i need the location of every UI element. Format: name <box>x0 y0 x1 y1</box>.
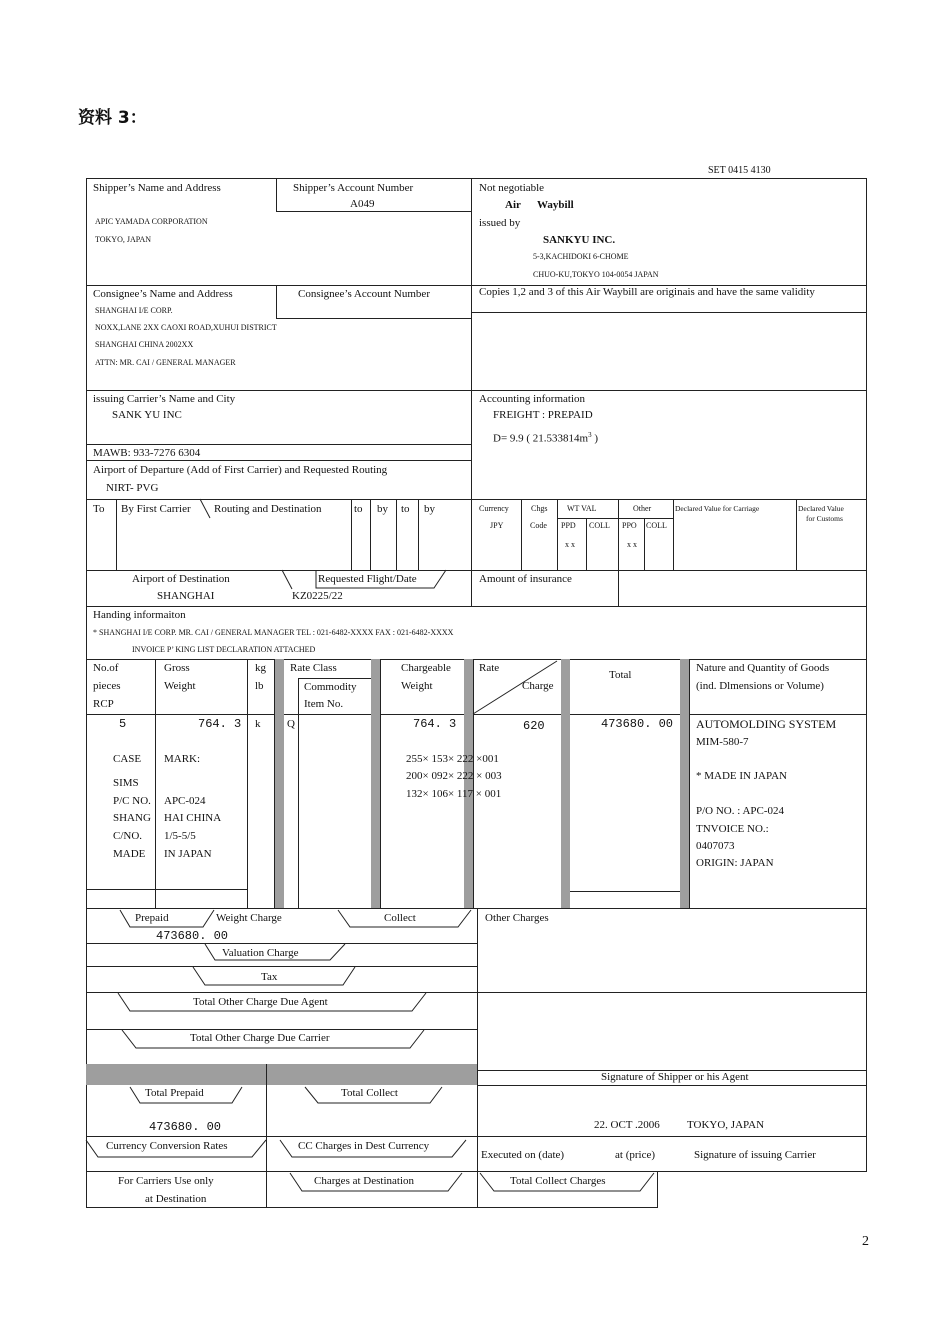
currency-label: Currency <box>479 504 509 513</box>
hdr-weight: Weight <box>164 680 196 692</box>
departure-label: Airport of Departure (Add of First Carrier) and Requested Routing <box>93 464 388 476</box>
tax-label: Tax <box>261 971 278 983</box>
mawb-number: MAWB: 933-7276 6304 <box>93 447 201 459</box>
hdr-rate-class: Rate Class <box>290 662 337 674</box>
hdr-commodity: Commodity <box>304 681 357 693</box>
goods-pieces: 5 <box>119 717 127 731</box>
marks-pcno: P/C NO. <box>113 795 151 807</box>
page-heading: 资料 3： <box>78 108 147 128</box>
marks-cno: C/NO. <box>113 830 143 842</box>
other-charge-agent-label: Total Other Charge Due Agent <box>193 996 328 1008</box>
copies-note: Copies 1,2 and 3 of this Air Waybill are originais and have the same validity <box>479 286 815 298</box>
hdr-charge: Charge <box>522 680 554 692</box>
accounting-dimension: D= 9.9 ( $21.533814m^3$ ) <box>493 431 599 445</box>
issued-by: issued by <box>479 217 521 229</box>
handling-line-2: INVOICE P’ KING LIST DECLARATION ATTACHED <box>132 645 316 654</box>
hdr-chargeable: Chargeable <box>401 662 451 674</box>
issuer-address-2: CHUO-KU,TOKYO 104-0054 JAPAN <box>533 270 659 279</box>
shipper-name: APIC YAMADA CORPORATION <box>95 217 208 226</box>
carriers-use-1: For Carriers Use only <box>118 1175 214 1187</box>
goods-gross-weight: 764. 3 <box>198 717 242 731</box>
xx-1: x x <box>565 540 575 549</box>
declared-customs-2: for Customs <box>806 514 843 523</box>
goods-desc-9: ORIGIN: JAPAN <box>696 857 774 869</box>
consignee-name: SHANGHAI I/E CORP. <box>95 306 173 315</box>
prepaid-label: Prepaid <box>135 912 169 924</box>
marks-hai-china: HAI CHINA <box>164 812 222 824</box>
valuation-charge-label: Valuation Charge <box>222 947 299 959</box>
carrier-label: issuing Carrier’s Name and City <box>93 393 236 405</box>
hdr-ch-weight: Weight <box>401 680 433 692</box>
consignee-label: Consignee’s Name and Address <box>93 288 233 300</box>
marks-in-japan: IN JAPAN <box>164 848 212 860</box>
goods-desc-7: TNVOICE NO.: <box>696 823 769 835</box>
other-label: Other <box>633 504 652 513</box>
routing-to-3: to <box>401 503 410 515</box>
hdr-total: Total <box>609 669 632 681</box>
execution-place: TOKYO, JAPAN <box>687 1119 765 1131</box>
total-prepaid-label: Total Prepaid <box>145 1087 204 1099</box>
declared-customs-1: Declared Value <box>798 504 844 513</box>
other-charges-label: Other Charges <box>485 912 549 924</box>
coll-2: COLL <box>646 521 667 530</box>
consignee-address-1: NOXX,LANE 2XX CAOXI ROAD,XUHUI DISTRICT <box>95 323 277 332</box>
carrier-name: SANK YU INC <box>112 409 182 421</box>
goods-desc-4: * MADE IN JAPAN <box>696 770 787 782</box>
marks-cnum: 1/5-5/5 <box>164 830 196 842</box>
routing-first-carrier: By First Carrier <box>121 503 191 515</box>
ppd-1: PPD <box>561 521 576 530</box>
code-label: Code <box>530 521 547 530</box>
coll-1: COLL <box>589 521 610 530</box>
signature-shipper-label: Signature of Shipper or his Agent <box>601 1071 749 1083</box>
total-collect-label: Total Collect <box>341 1087 398 1099</box>
handling-line-1: * SHANGHAI I/E CORP. MR. CAI / GENERAL MANAGER TEL : 021-6482-XXXX FAX : 021-6482-XXXX <box>93 628 454 637</box>
collect-label: Collect <box>384 912 416 924</box>
goods-desc-8: 0407073 <box>696 840 735 852</box>
goods-rate-class: Q <box>287 718 295 730</box>
hdr-nature-1: Nature and Quantity of Goods <box>696 662 830 674</box>
goods-chargeable-weight: 764. 3 <box>413 717 457 731</box>
routing-by-2: by <box>377 503 388 515</box>
at-price-label: at (price) <box>615 1149 655 1161</box>
handling-label: Handing informaiton <box>93 609 186 621</box>
goods-desc-6: P/O NO. : APC-024 <box>696 805 785 817</box>
charges-at-destination-label: Charges at Destination <box>314 1175 414 1187</box>
shipper-account-number: A049 <box>350 198 375 210</box>
goods-rate: 620 <box>523 719 545 733</box>
awb-title-waybill: Waybill <box>537 199 574 211</box>
hdr-nature-2: (ind. Dlmensions or Volume) <box>696 680 824 692</box>
executed-on-label: Executed on (date) <box>481 1149 565 1161</box>
shipper-label: Shipper’s Name and Address <box>93 182 221 194</box>
consignee-account-label: Consignee’s Account Number <box>298 288 430 300</box>
hdr-pieces: pieces <box>93 680 121 692</box>
cc-charges-label: CC Charges in Dest Currency <box>298 1140 430 1152</box>
issuer-address-1: 5-3,KACHIDOKI 6-CHOME <box>533 252 629 261</box>
not-negotiable: Not negotiable <box>479 182 545 194</box>
hdr-kg: kg <box>255 662 266 674</box>
destination-value: SHANGHAI <box>157 590 215 602</box>
goods-desc-2: MIM-580-7 <box>696 736 749 748</box>
goods-desc-1: AUTOMOLDING SYSTEM <box>696 717 837 731</box>
goods-unit: k <box>255 718 261 730</box>
page-number: 2 <box>862 1234 869 1249</box>
weight-charge-label: Weight Charge <box>216 912 282 924</box>
marks-mark: MARK: <box>164 753 201 765</box>
set-number: SET 0415 4130 <box>708 165 771 176</box>
hdr-no-of: No.of <box>93 662 119 674</box>
xx-2: x x <box>627 540 637 549</box>
shipper-city: TOKYO, JAPAN <box>95 235 152 244</box>
flight-value: KZ0225/22 <box>292 590 343 602</box>
routing-to-2: to <box>354 503 363 515</box>
hdr-lb: lb <box>255 680 264 692</box>
awb-title-air: Air <box>505 199 521 211</box>
total-prepaid-value: 473680. 00 <box>149 1120 222 1134</box>
insurance-label: Amount of insurance <box>479 573 572 585</box>
marks-shang: SHANG <box>113 812 151 824</box>
flight-label: Requested Flight/Date <box>318 573 417 585</box>
dimension-1: 255× 153× 222 ×001 <box>406 753 499 765</box>
marks-made: MADE <box>113 848 146 860</box>
hdr-item-no: Item No. <box>304 698 344 710</box>
total-collect-charges-label: Total Collect Charges <box>510 1175 606 1187</box>
wt-val-label: WT VAL <box>567 504 597 513</box>
carriers-use-2: at Destination <box>145 1193 207 1205</box>
departure-value: NIRT- PVG <box>106 482 159 494</box>
goods-total: 473680. 00 <box>601 717 674 731</box>
marks-apc: APC-024 <box>164 795 206 807</box>
chgs-label: Chgs <box>531 504 548 513</box>
consignee-address-2: SHANGHAI CHINA 2002XX <box>95 340 194 349</box>
hdr-rcp: RCP <box>93 698 114 710</box>
declared-carriage: Declared Value for Carriage <box>675 504 760 513</box>
consignee-attn: ATTN: MR. CAI / GENERAL MANAGER <box>95 358 236 367</box>
dimension-3: 132× 106× 117 × 001 <box>406 788 502 800</box>
issuer-name: SANKYU INC. <box>543 234 616 246</box>
other-charge-carrier-label: Total Other Charge Due Carrier <box>190 1032 330 1044</box>
signature-carrier-label: Signature of issuing Carrier <box>694 1149 816 1161</box>
ppd-2: PPO <box>622 521 637 530</box>
dimension-2: 200× 092× 222 × 003 <box>406 770 502 782</box>
hdr-rate: Rate <box>479 662 500 674</box>
hdr-gross: Gross <box>164 662 190 674</box>
destination-label: Airport of Destination <box>132 573 230 585</box>
marks-sims: SIMS <box>113 777 139 789</box>
accounting-freight: FREIGHT : PREPAID <box>493 409 593 421</box>
weight-charge-value: 473680. 00 <box>156 929 229 943</box>
routing-to: To <box>93 503 105 515</box>
currency-conversion-label: Currency Conversion Rates <box>106 1140 228 1152</box>
marks-case: CASE <box>113 753 142 765</box>
execution-date: 22. OCT .2006 <box>594 1119 660 1131</box>
accounting-label: Accounting information <box>479 393 586 405</box>
routing-destination: Routing and Destination <box>214 503 322 515</box>
currency-value: JPY <box>490 521 504 530</box>
routing-by-3: by <box>424 503 435 515</box>
shipper-account-label: Shipper’s Account Number <box>293 182 414 194</box>
